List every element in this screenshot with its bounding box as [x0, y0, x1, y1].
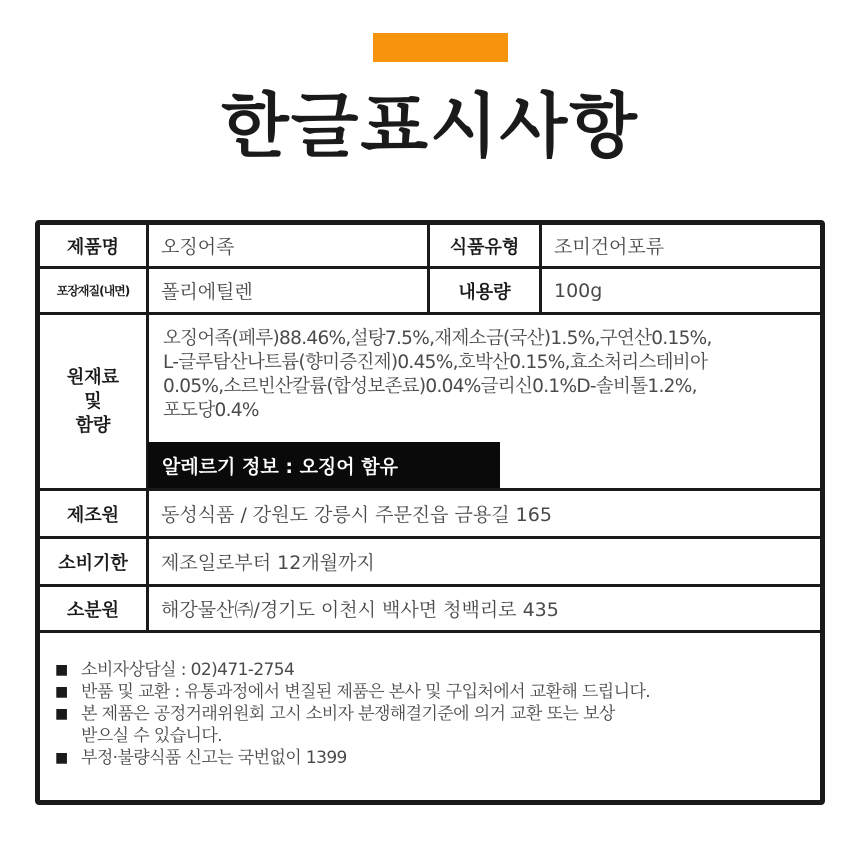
ingredients-label: [40, 315, 146, 488]
ingredients-label-line: 원재료: [66, 366, 120, 388]
note-item: [55, 747, 815, 769]
distributor-label: 소분원: [66, 599, 120, 621]
square-bullet-icon: ■: [55, 684, 68, 700]
content-value: 100g: [554, 279, 603, 302]
note-continuation: 받으실 수 있습니다.: [81, 726, 222, 746]
ingredients-line: L-글루탐산나트륨(향미증진제)0.45%,호박산0.15%,효소처리스테비아: [163, 352, 708, 373]
manufacturer-value: 동성식품 / 강원도 강릉시 주문진읍 금용길 165: [161, 504, 552, 526]
content-label: 내용량: [458, 281, 511, 303]
product-name-label: 제품명: [66, 236, 120, 258]
expiry-label: 소비기한: [58, 552, 128, 574]
page-title: 한글표시사항: [221, 85, 639, 167]
note-text: 소비자상담실 : 02)471-2754: [81, 660, 295, 680]
ingredients-label-line: 및: [84, 390, 102, 412]
row-divider: [40, 630, 820, 633]
note-item: [55, 681, 815, 703]
packaging-value: 폴리에틸렌: [161, 281, 253, 303]
accent-bar: [373, 33, 508, 62]
food-type-value: 조미건어포류: [554, 236, 665, 258]
distributor-value: 해강물산㈜/경기도 이천시 백사면 청백리로 435: [161, 599, 559, 621]
note-text: 반품 및 교환 : 유통과정에서 변질된 제품은 본사 및 구입처에서 교환해 드립니다.: [81, 682, 651, 702]
note-text: 부정·불량식품 신고는 국번없이 1399: [81, 748, 347, 768]
square-bullet-icon: ■: [55, 750, 68, 766]
manufacturer-label: 제조원: [66, 504, 120, 526]
allergy-info-badge: 알레르기 정보 : 오징어 함유: [148, 442, 500, 488]
ingredients-line: 포도당0.4%: [163, 400, 259, 421]
ingredients-value: [163, 327, 818, 423]
square-bullet-icon: ■: [55, 706, 68, 722]
ingredients-line: 0.05%,소르빈산칼륨(합성보존료)0.04%글리신0.1%D-솔비톨1.2%,: [163, 376, 697, 397]
product-name-value: 오징어족: [161, 236, 235, 258]
ingredients-label-line: 함량: [75, 414, 111, 436]
notes-section: [55, 659, 815, 769]
row-divider: [40, 312, 820, 315]
square-bullet-icon: ■: [55, 662, 68, 678]
expiry-value: 제조일로부터 12개월까지: [161, 552, 375, 574]
note-item: [55, 703, 815, 725]
food-type-label: 식품유형: [449, 236, 520, 258]
packaging-label: 포장재질(내면): [56, 284, 130, 298]
note-text: 본 제품은 공정거래위원회 고시 소비자 분쟁해결기준에 의거 교환 또는 보상: [81, 704, 615, 724]
ingredients-line: 오징어족(페루)88.46%,설탕7.5%,재제소금(국산)1.5%,구연산0.15%,: [163, 328, 712, 349]
note-item: [55, 659, 815, 681]
